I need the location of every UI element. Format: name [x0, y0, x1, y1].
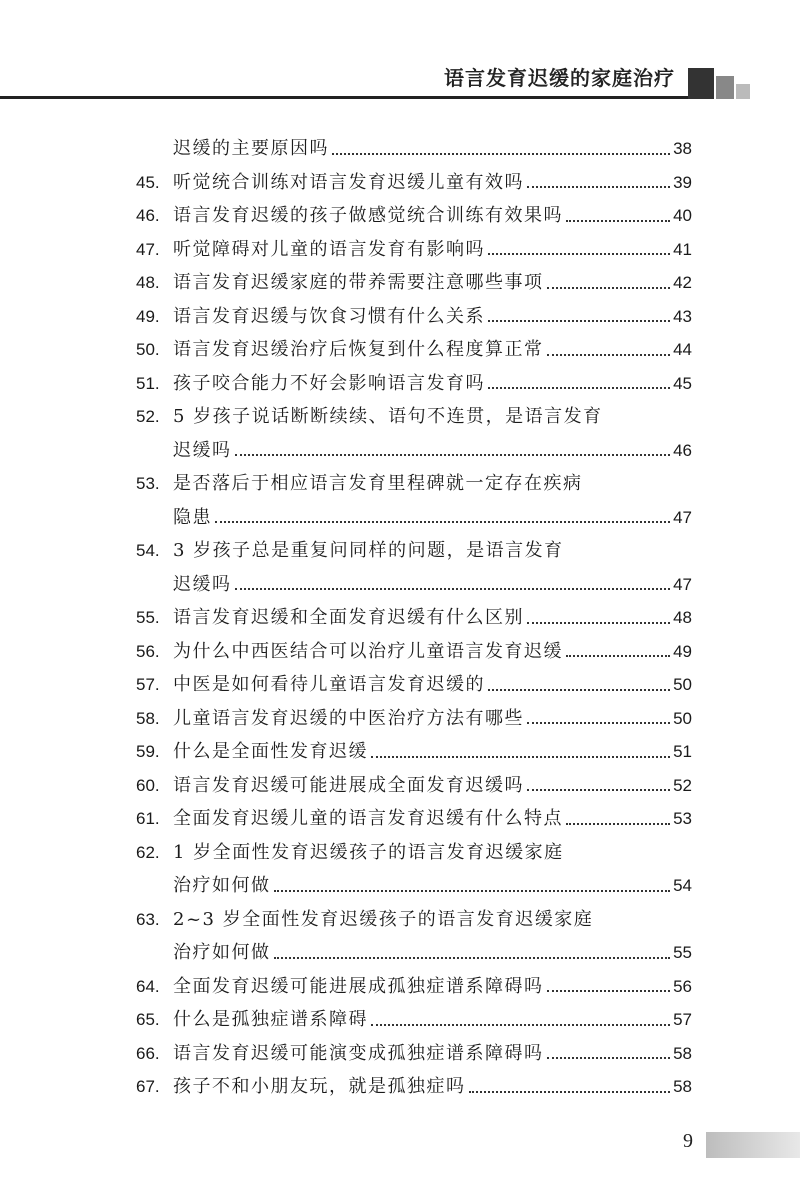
header-rule [0, 96, 700, 99]
dot-leader [527, 789, 670, 791]
toc-entry-page: 44 [673, 340, 692, 359]
dot-leader [469, 1091, 671, 1093]
toc-entry-page: 55 [673, 943, 692, 962]
toc-entry [0, 266, 800, 300]
toc-entry-title: 语言发育迟缓家庭的带养需要注意哪些事项 [173, 272, 544, 293]
toc-entry-page: 58 [673, 1043, 692, 1063]
toc-entry-title: 什么是全面性发育迟缓 [173, 741, 368, 762]
table-of-contents [0, 132, 800, 1104]
toc-entry-title-continued: 治疗如何做 [173, 875, 271, 896]
toc-entry-page: 51 [673, 742, 692, 761]
dot-leader [547, 1057, 671, 1059]
dot-leader [566, 655, 670, 657]
toc-entry [0, 534, 800, 568]
header-block-dark [688, 68, 714, 99]
toc-entry [0, 769, 800, 803]
toc-entry [0, 166, 800, 200]
dot-leader [371, 1024, 670, 1026]
toc-entry [0, 601, 800, 635]
toc-entry [0, 467, 800, 501]
toc-entry-page: 50 [673, 708, 692, 728]
toc-entry-number: 55. [136, 608, 160, 627]
toc-entry-number: 53. [136, 474, 160, 493]
toc-entry-page: 47 [673, 574, 692, 594]
toc-entry [0, 132, 800, 166]
toc-entry-title-continued: 迟缓吗 [173, 573, 232, 595]
toc-entry-title: 听觉统合训练对语言发育迟缓儿童有效吗 [173, 171, 524, 193]
toc-entry-page: 47 [673, 507, 692, 527]
toc-entry [0, 400, 800, 434]
toc-entry-page: 45 [673, 373, 692, 393]
toc-entry-title: 语言发育迟缓可能演变成孤独症谱系障碍吗 [173, 1042, 544, 1064]
header-block-mid [716, 76, 734, 99]
toc-entry-number: 62. [136, 842, 160, 862]
dot-leader [274, 890, 671, 892]
toc-entry-continuation [0, 936, 800, 970]
toc-entry-page: 58 [673, 1077, 692, 1096]
toc-entry-page: 38 [673, 139, 692, 158]
toc-entry-number: 47. [136, 239, 160, 259]
toc-entry-number: 67. [136, 1077, 160, 1096]
toc-entry-title: 语言发育迟缓的孩子做感觉统合训练有效果吗 [173, 205, 563, 226]
toc-entry-title: 2~3 岁全面性发育迟缓孩子的语言发育迟缓家庭 [173, 908, 594, 930]
dot-leader [547, 287, 671, 289]
toc-entry-number: 56. [136, 641, 160, 661]
toc-entry [0, 668, 800, 702]
dot-leader [527, 622, 670, 624]
toc-entry-title: 全面发育迟缓儿童的语言发育迟缓有什么特点 [173, 808, 563, 829]
toc-entry-number: 45. [136, 172, 160, 192]
toc-entry-number: 58. [136, 708, 160, 728]
dot-leader [547, 354, 671, 356]
toc-entry [0, 1070, 800, 1104]
toc-entry [0, 1037, 800, 1071]
toc-entry-title: 迟缓的主要原因吗 [173, 138, 329, 159]
toc-entry-number: 46. [136, 206, 160, 225]
toc-entry-title: 语言发育迟缓可能进展成全面发育迟缓吗 [173, 774, 524, 796]
toc-entry-page: 57 [673, 1010, 692, 1029]
dot-leader [235, 588, 671, 590]
toc-entry-title: 全面发育迟缓可能进展成孤独症谱系障碍吗 [173, 975, 544, 997]
page-number: 9 [683, 1130, 693, 1152]
dot-leader [488, 253, 670, 255]
toc-entry-title: 3 岁孩子总是重复问同样的问题，是语言发育 [173, 540, 564, 561]
toc-entry [0, 836, 800, 870]
toc-entry-page: 39 [673, 172, 692, 192]
toc-entry-number: 48. [136, 273, 160, 292]
toc-entry-title: 什么是孤独症谱系障碍 [173, 1009, 368, 1030]
footer-bar [706, 1132, 800, 1158]
toc-entry-title: 1 岁全面性发育迟缓孩子的语言发育迟缓家庭 [173, 841, 564, 863]
toc-entry-number: 66. [136, 1043, 160, 1063]
toc-entry-title: 孩子咬合能力不好会影响语言发育吗 [173, 372, 485, 394]
toc-entry-page: 50 [673, 675, 692, 694]
toc-entry-number: 51. [136, 373, 160, 393]
dot-leader [332, 153, 670, 155]
dot-leader [527, 186, 670, 188]
toc-entry [0, 802, 800, 836]
toc-entry-page: 52 [673, 775, 692, 795]
header-block-light [736, 84, 750, 99]
toc-entry-number: 50. [136, 340, 160, 359]
dot-leader [488, 689, 670, 691]
toc-entry [0, 635, 800, 669]
toc-entry-page: 42 [673, 273, 692, 292]
toc-entry-title: 语言发育迟缓与饮食习惯有什么关系 [173, 305, 485, 327]
toc-entry [0, 970, 800, 1004]
toc-entry-number: 59. [136, 742, 160, 761]
toc-entry-page: 46 [673, 440, 692, 460]
page-footer [0, 1126, 800, 1166]
toc-entry-continuation [0, 501, 800, 535]
toc-entry [0, 903, 800, 937]
book-title: 语言发育迟缓的家庭治疗 [444, 66, 675, 90]
toc-entry-page: 53 [673, 809, 692, 828]
toc-entry-title-continued: 治疗如何做 [173, 942, 271, 963]
dot-leader [527, 722, 670, 724]
toc-entry-title-continued: 隐患 [173, 506, 212, 528]
toc-entry [0, 367, 800, 401]
toc-entry-title: 中医是如何看待儿童语言发育迟缓的 [173, 674, 485, 695]
toc-entry-page: 56 [673, 976, 692, 996]
toc-entry-title: 语言发育迟缓和全面发育迟缓有什么区别 [173, 607, 524, 628]
toc-entry-number: 64. [136, 976, 160, 996]
toc-entry-continuation [0, 568, 800, 602]
toc-entry [0, 233, 800, 267]
toc-entry-number: 49. [136, 306, 160, 326]
toc-entry-title: 孩子不和小朋友玩，就是孤独症吗 [173, 1076, 466, 1097]
dot-leader [547, 990, 671, 992]
dot-leader [488, 320, 670, 322]
toc-entry-number: 54. [136, 541, 160, 560]
running-header [0, 58, 800, 98]
toc-entry-number: 60. [136, 775, 160, 795]
toc-entry-number: 63. [136, 909, 160, 929]
toc-entry-page: 41 [673, 239, 692, 259]
dot-leader [566, 220, 670, 222]
toc-entry [0, 1003, 800, 1037]
toc-entry [0, 702, 800, 736]
toc-entry-page: 49 [673, 641, 692, 661]
toc-entry [0, 333, 800, 367]
toc-entry-title: 听觉障碍对儿童的语言发育有影响吗 [173, 238, 485, 260]
toc-entry-number: 61. [136, 809, 160, 828]
toc-entry-title: 语言发育迟缓治疗后恢复到什么程度算正常 [173, 339, 544, 360]
toc-entry-number: 65. [136, 1010, 160, 1029]
toc-entry-page: 48 [673, 608, 692, 627]
toc-entry-title: 儿童语言发育迟缓的中医治疗方法有哪些 [173, 707, 524, 729]
toc-entry [0, 735, 800, 769]
toc-entry-continuation [0, 434, 800, 468]
toc-entry-title: 5 岁孩子说话断断续续、语句不连贯，是语言发育 [173, 406, 603, 427]
dot-leader [215, 521, 670, 523]
toc-entry [0, 300, 800, 334]
toc-entry-title: 为什么中西医结合可以治疗儿童语言发育迟缓 [173, 640, 563, 662]
toc-entry [0, 199, 800, 233]
dot-leader [235, 454, 671, 456]
toc-entry-page: 43 [673, 306, 692, 326]
dot-leader [274, 957, 671, 959]
dot-leader [488, 387, 670, 389]
toc-entry-page: 40 [673, 206, 692, 225]
toc-entry-page: 54 [673, 876, 692, 895]
toc-entry-title-continued: 迟缓吗 [173, 439, 232, 461]
toc-entry-continuation [0, 869, 800, 903]
dot-leader [371, 756, 670, 758]
toc-entry-title: 是否落后于相应语言发育里程碑就一定存在疾病 [173, 473, 583, 494]
toc-entry-number: 52. [136, 407, 160, 426]
dot-leader [566, 823, 670, 825]
toc-entry-number: 57. [136, 675, 160, 694]
header-decoration [688, 68, 800, 99]
